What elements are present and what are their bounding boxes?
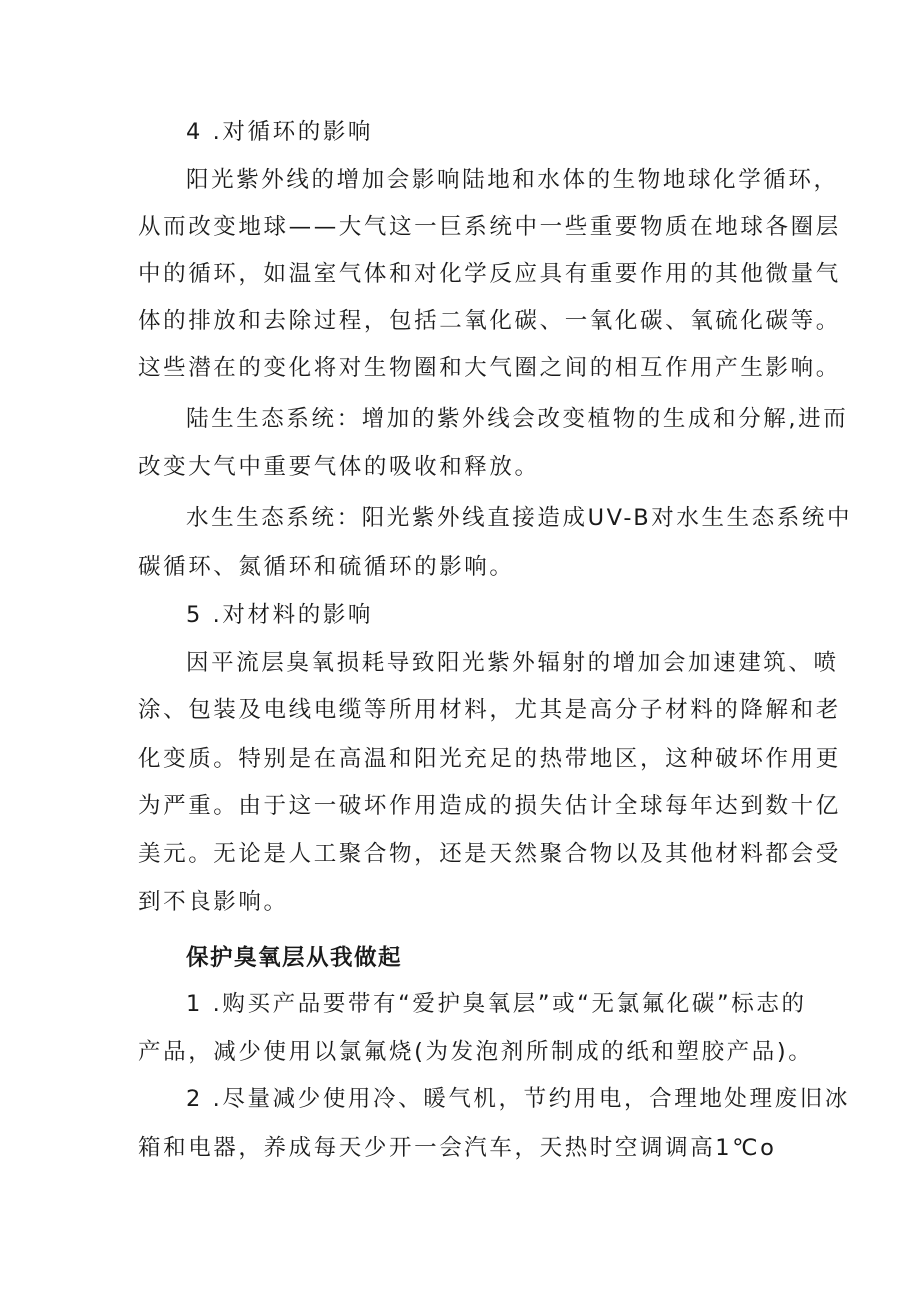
paragraph-line: 涂、包装及电线电缆等所用材料，尤其是高分子材料的降解和老 (138, 697, 841, 723)
paragraph-line: 化变质。特别是在高温和阳光充足的热带地区，这种破坏作用更 (138, 746, 841, 772)
section-5-heading: 5 .对材料的影响 (186, 602, 374, 628)
paragraph-line: 因平流层臭氧损耗导致阳光紫外辐射的增加会加速建筑、喷 (186, 650, 839, 676)
paragraph-line: 碳循环、氮循环和硫循环的影响。 (138, 554, 515, 580)
paragraph-line: 产品，减少使用以氯氟烧(为发泡剂所制成的纸和塑胶产品)。 (138, 1039, 814, 1065)
paragraph-line: 为严重。由于这一破坏作用造成的损失估计全球每年达到数十亿 (138, 793, 841, 819)
paragraph-line: 美元。无论是人工聚合物，还是天然聚合物以及其他材料都会受 (138, 841, 841, 867)
paragraph-line: 从而改变地球——大气这一巨系统中一些重要物质在地球各圈层 (138, 214, 841, 240)
paragraph-line: 水生生态系统：阳光紫外线直接造成UV-B对水生生态系统中 (186, 505, 853, 531)
protect-ozone-heading: 保护臭氧层从我做起 (186, 945, 403, 971)
paragraph-line: 到不良影响。 (138, 889, 289, 915)
paragraph-line: 这些潜在的变化将对生物圈和大气圈之间的相互作用产生影响。 (138, 355, 841, 381)
paragraph-line: 1 .购买产品要带有“爱护臭氧层”或“无氯氟化碳”标志的 (186, 991, 807, 1017)
paragraph-line: 阳光紫外线的增加会影响陆地和水体的生物地球化学循环， (186, 167, 839, 193)
section-4-heading: 4 .对循环的影响 (186, 119, 374, 145)
paragraph-line: 箱和电器，养成每天少开一会汽车，天热时空调调高1℃o (138, 1135, 777, 1161)
paragraph-line: 2 .尽量减少使用冷、暖气机，节约用电，合理地处理废旧冰 (186, 1086, 850, 1112)
paragraph-line: 陆生生态系统：增加的紫外线会改变植物的生成和分解,进而 (186, 406, 849, 432)
paragraph-line: 改变大气中重要气体的吸收和释放。 (138, 454, 540, 480)
paragraph-line: 中的循环，如温室气体和对化学反应具有重要作用的其他微量气 (138, 261, 841, 287)
paragraph-line: 体的排放和去除过程，包括二氧化碳、一氧化碳、氧硫化碳等。 (138, 308, 841, 334)
